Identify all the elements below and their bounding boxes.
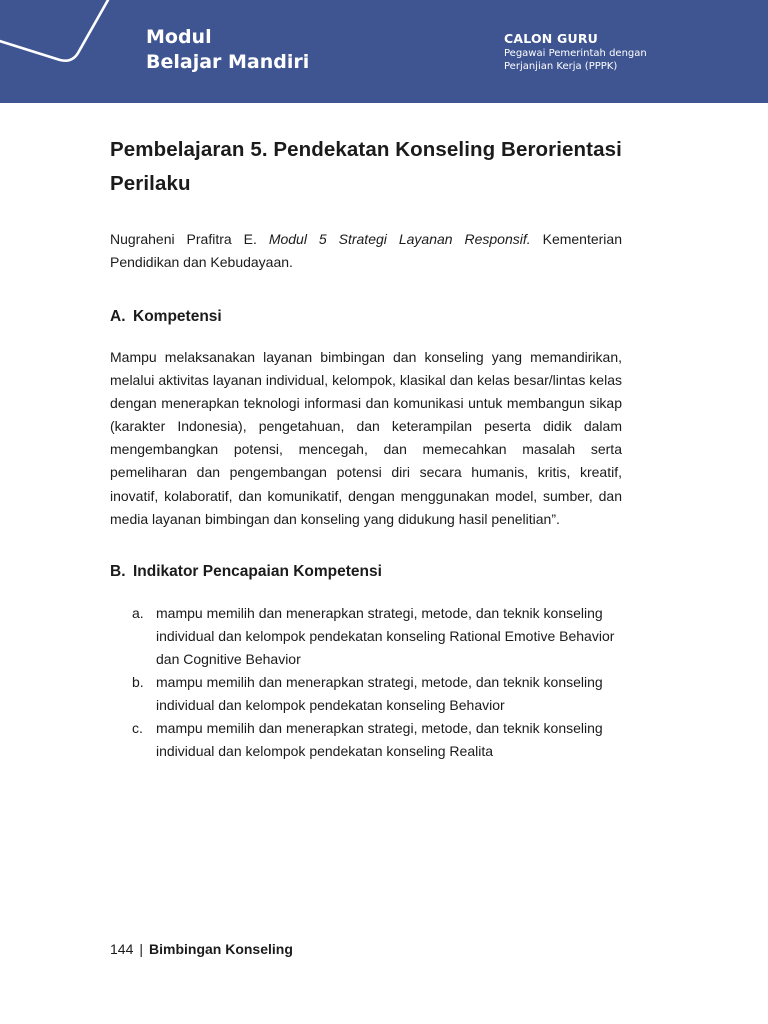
badge-subtitle-line2: Perjanjian Kerja (PPPK): [504, 61, 618, 72]
section-letter: A.: [110, 308, 126, 325]
list-item-text: mampu memilih dan menerapkan strategi, metode, dan teknik konseling individual dan kelompok pendekatan konseling Behavior: [156, 674, 603, 714]
indicator-list: [110, 602, 622, 764]
list-marker: c.: [132, 720, 143, 737]
module-title: [146, 25, 309, 75]
page-footer: [110, 939, 293, 959]
list-item: [110, 717, 622, 763]
reference-author: Nugraheni Prafitra E.: [110, 231, 257, 247]
list-item-text: mampu memilih dan menerapkan strategi, metode, dan teknik konseling individual dan kelompok pendekatan konseling Realita: [156, 720, 603, 760]
list-marker: b.: [132, 674, 144, 691]
reference-citation: [110, 228, 622, 274]
footer-subject: Bimbingan Konseling: [149, 941, 293, 957]
module-title-line1: Modul: [146, 26, 212, 48]
kompetensi-paragraph: Mampu melaksanakan layanan bimbingan dan konseling yang memandirikan, melalui aktivitas layanan individual, kelompok, klasikal dan kelas besar/lintas kelas dengan menerapkan teknologi informasi dan komunikasi untuk membangun sikap (karakter Indonesia), pengetahuan, dan keterampilan peserta didik dalam mengembangkan potensi, mencegah, dan memecahkan masalah serta pemeliharan dan pengembangan potensi diri secara humanis, kritis, kreatif, inovatif, kolaboratif, dan komunikatif, dengan menggunakan model, sumber, dan media layanan bimbingan dan konseling yang didukung hasil penelitian”.: [110, 349, 622, 527]
list-item: [110, 671, 622, 717]
list-item-text: mampu memilih dan menerapkan strategi, metode, dan teknik konseling individual dan kelompok pendekatan konseling Rational Emotive Behavior dan Cognitive Behavior: [156, 604, 615, 667]
page-title: Pembelajaran 5. Pendekatan Konseling Berorientasi Perilaku: [110, 138, 622, 195]
module-title-line2: Belajar Mandiri: [146, 51, 310, 73]
section-heading-kompetensi: [110, 306, 622, 328]
badge-subtitle-line1: Pegawai Pemerintah dengan: [504, 48, 647, 59]
page-number: 144: [110, 941, 134, 957]
reference-publisher: Kementerian Pendidikan dan Kebudayaan.: [110, 231, 622, 270]
section-heading-text: Kompetensi: [133, 308, 222, 325]
reference-work: Modul 5 Strategi Layanan Responsif.: [268, 231, 531, 247]
page-content: [110, 133, 622, 763]
list-item: [110, 602, 622, 671]
list-marker: a.: [132, 604, 144, 621]
section-letter: B.: [110, 562, 126, 580]
decorative-outline-shape: [0, 0, 120, 103]
header-badge: [504, 31, 647, 73]
badge-title: CALON GURU: [504, 31, 598, 46]
header-banner: [0, 0, 768, 103]
footer-separator: |: [139, 941, 143, 957]
section-heading-indikator: [110, 561, 622, 583]
section-heading-text: Indikator Pencapaian Kompetensi: [133, 562, 382, 580]
